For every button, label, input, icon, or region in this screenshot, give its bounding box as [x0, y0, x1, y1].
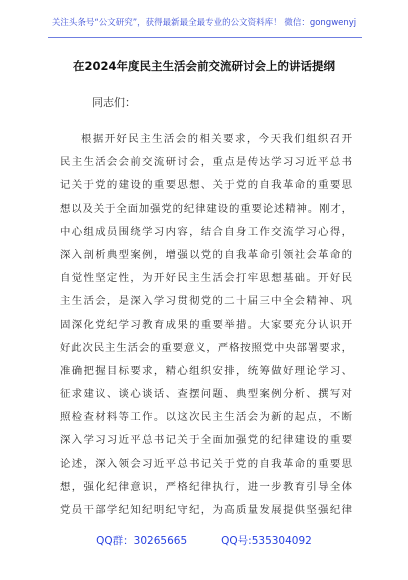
- text-line: 根据开好民主生活会的相关要求，今天我们组织召开: [81, 133, 352, 145]
- text-line: 固深化党纪学习教育成果的重要举措。大家要充分认识开: [60, 318, 352, 331]
- text-line: 自觉性坚定性，为开好民主生活会打牢思想基础。开好民: [60, 272, 352, 285]
- text-line: 想，强化纪律意识，严格纪律执行，进一步教育引导全体: [60, 480, 352, 493]
- text-line: 想以及关于全面加强党的纪律建设的重要论述精神。刚才，: [60, 202, 352, 215]
- header-divider: [48, 37, 362, 38]
- text-line: 记关于党的建设的重要思想、关于党的自我革命的重要思: [60, 179, 352, 192]
- text-line: 民主生活会会前交流研讨会，重点是传达学习习近平总书: [60, 156, 352, 169]
- footer-contact: [0, 533, 408, 548]
- text-line: 论述，深入领会习近平总书记关于党的自我革命的重要思: [60, 457, 352, 470]
- salutation: 同志们：: [92, 96, 136, 109]
- text-line: 深入剖析典型案例，增强以党的自我革命引领社会革命的: [60, 248, 352, 261]
- document-title: 在2024年度民主生活会前交流研讨会上的讲话提纲: [72, 59, 335, 73]
- text-line: 深入学习习近平总书记关于全面加强党的纪律建设的重要: [60, 434, 352, 447]
- text-line: 主生活会，是深入学习贯彻党的二十届三中全会精神、巩: [60, 295, 352, 308]
- text-line: 准确把握目标要求，精心组织安排，统筹做好理论学习、: [60, 364, 352, 377]
- text-line: 征求建议、谈心谈话、查摆问题、典型案例分析、撰写对: [60, 388, 352, 401]
- text-line: 照检查材料等工作。以这次民主生活会为新的起点，不断: [60, 411, 352, 424]
- qq-group-number: QQ群：30265665: [96, 535, 188, 547]
- body-paragraph: [60, 128, 352, 522]
- qq-number: QQ号:535304092: [221, 535, 312, 547]
- text-line: 好此次民主生活会的重要意义，严格按照党中央部署要求，: [60, 341, 352, 354]
- text-line: 中心组成员围绕学习内容，结合自身工作交流学习心得，: [60, 225, 352, 238]
- header-banner: 关注头条号“公文研究”，获得最新最全最专业的公文资料库！ 微信：gongwenyj: [51, 18, 357, 28]
- text-line: 党员干部学纪知纪明纪守纪，为高质量发展提供坚强纪律: [60, 504, 352, 516]
